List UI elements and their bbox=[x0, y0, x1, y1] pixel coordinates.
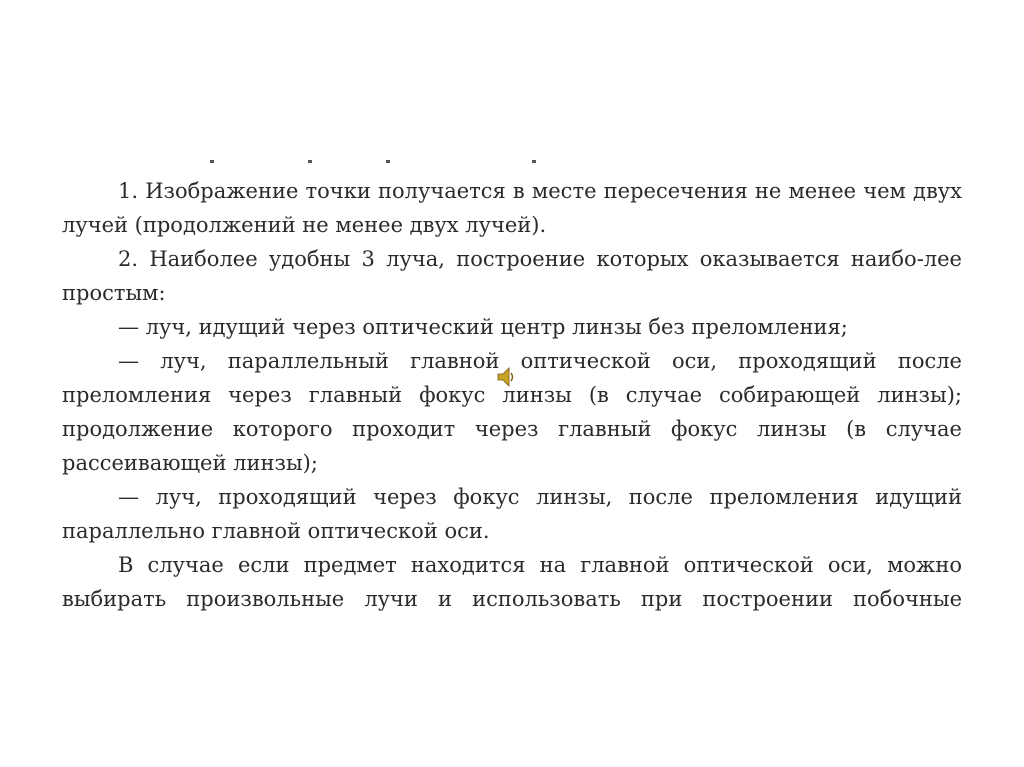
document-text bbox=[62, 174, 962, 650]
paragraph-6: В случае если предмет находится на главной оптической оси, можно выбирать произвольные лучи и использовать при построении побочные bbox=[62, 553, 962, 611]
paragraph-2: 2. Наиболее удобны 3 луча, построение которых оказывается наибо-лее простым: bbox=[62, 247, 962, 305]
paragraph-3: — луч, идущий через оптический центр линзы без преломления; bbox=[118, 315, 848, 339]
paragraph-4: — луч, параллельный главной оптической оси, проходящий после преломления через главный фокус линзы (в случае собирающей линзы); продолжение которого проходит через главный фокус линзы (в случае рассеивающей линзы); bbox=[62, 349, 962, 475]
bottom-crop-mask bbox=[0, 616, 1024, 767]
cropped-previous-line bbox=[210, 160, 550, 166]
paragraph-1: 1. Изображение точки получается в месте пересечения не менее чем двух лучей (продолжений не менее двух лучей). bbox=[62, 179, 962, 237]
paragraph-5: — луч, проходящий через фокус линзы, после преломления идущий параллельно главной оптической оси. bbox=[62, 485, 962, 543]
speaker-icon[interactable] bbox=[496, 366, 516, 388]
